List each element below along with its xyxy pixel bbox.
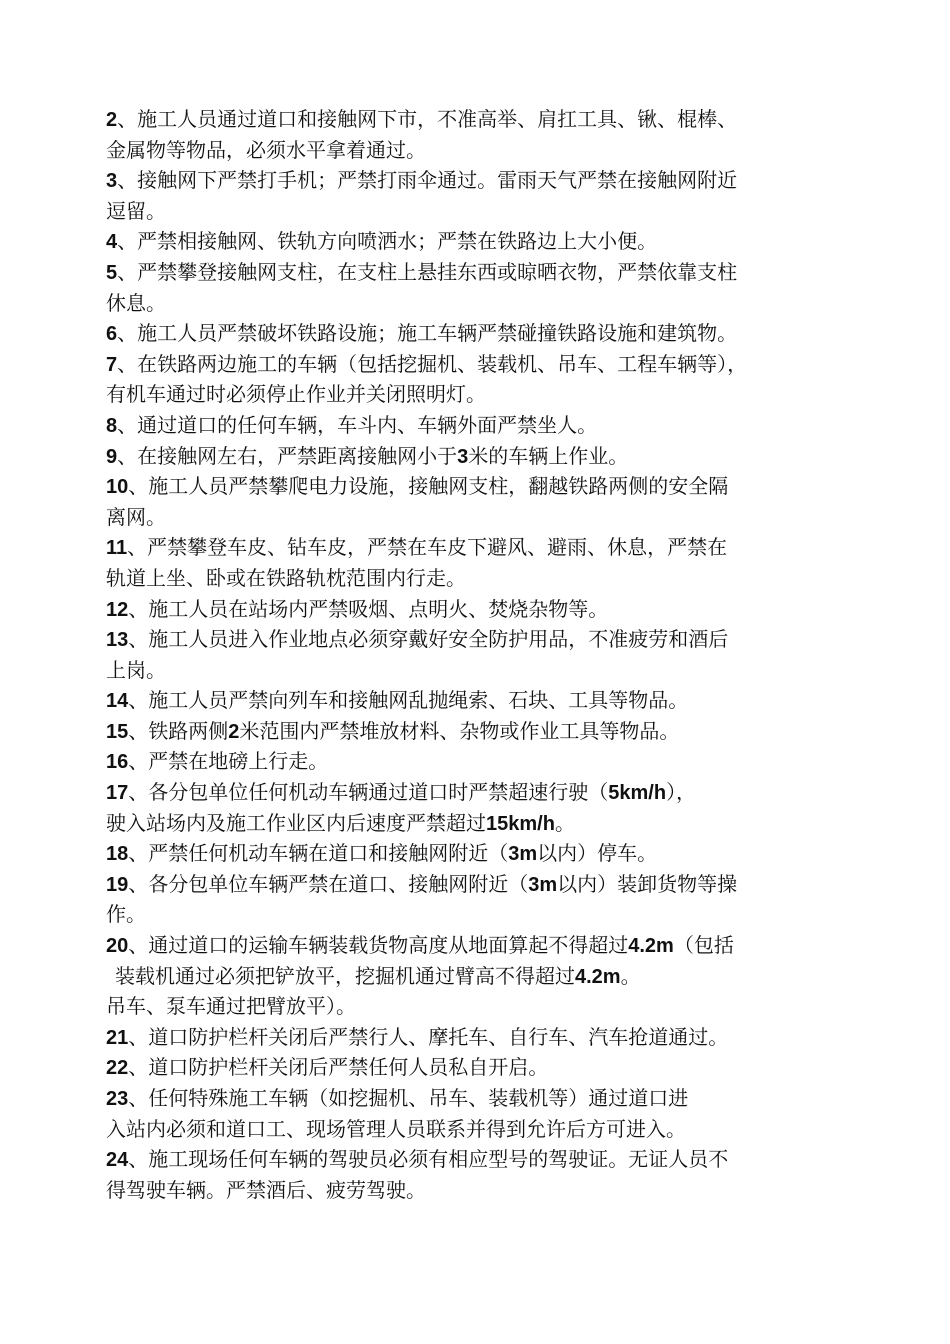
rule-3-line-2 [106, 196, 856, 227]
rule-18-line-1 [106, 838, 856, 869]
rule-number: 15 [106, 720, 129, 743]
rule-11-line-1 [106, 532, 856, 563]
rule-6-line-1 [106, 318, 856, 349]
rule-23-line-2 [106, 1114, 856, 1145]
rule-number: 7 [106, 353, 118, 376]
rule-text: 、施工人员通过道口和接触网下市，不准高举、肩扛工具、锹、棍棒、 [117, 107, 738, 131]
rule-text: 、道口防护栏杆关闭后严禁任何人员私自开启。 [128, 1055, 549, 1080]
rule-number: 6 [106, 323, 118, 346]
rule-text: 、严禁相接触网、铁轨方向喷洒水；严禁在铁路边上大小便。 [117, 229, 658, 254]
rule-19-line-2 [106, 899, 856, 930]
rule-number: 9 [106, 445, 118, 468]
rule-text: 、严禁在地磅上行走。 [128, 749, 329, 774]
rule-2-line-1 [106, 104, 856, 135]
rule-number: 2 [106, 109, 118, 131]
rule-23-line-1 [106, 1083, 856, 1114]
rule-text: 以内）停车。 [537, 841, 658, 866]
rule-13-line-2 [106, 655, 856, 686]
rule-text: 、施工人员进入作业地点必须穿戴好安全防护用品，不准疲劳和酒后 [128, 627, 729, 652]
rule-text: 、通过道口的运输车辆装载货物高度从地面算起不得超过 [128, 933, 629, 958]
rule-text: 、施工人员在站场内严禁吸烟、点明火、焚烧杂物等。 [128, 596, 609, 621]
rule-text: 。 [554, 810, 575, 835]
rule-text: 、严禁任何机动车辆在道口和接触网附近（ [128, 841, 509, 866]
rule-21-line-1 [106, 1022, 856, 1053]
rule-text: 、在接触网左右，严禁距离接触网小于 [117, 443, 458, 468]
rule-number: 3 [106, 170, 118, 193]
rule-text: 米范围内严禁堆放材料、杂物或作业工具等物品。 [239, 718, 680, 743]
rule-16-line-1 [106, 746, 856, 777]
rule-7-line-1 [106, 349, 856, 380]
rule-number: 11 [106, 537, 128, 560]
rule-text: 吊车、泵车通过把臂放平）。 [106, 994, 356, 1019]
distance-value: 3m [528, 873, 558, 896]
distance-value: 2 [228, 720, 240, 743]
rule-text: 金属物等物品，必须水平拿着通过。 [106, 137, 426, 162]
rule-text: 、施工人员严禁向列车和接触网乱抛绳索、石块、工具等物品。 [128, 688, 689, 713]
distance-value: 3m [508, 843, 538, 866]
rule-number: 4 [106, 231, 118, 254]
rule-10-line-1 [106, 471, 856, 502]
rule-2-line-2 [106, 135, 856, 166]
rule-17-line-2 [106, 808, 856, 839]
rule-text: （包括 [673, 933, 734, 958]
rule-13-line-1 [106, 624, 856, 655]
rule-text: 、严禁攀登车皮、钻车皮，严禁在车皮下避风、避雨、休息，严禁在 [127, 535, 728, 560]
rule-text: 作。 [106, 902, 146, 927]
rule-20-line-2 [106, 961, 856, 992]
rule-number: 23 [106, 1088, 129, 1110]
rule-text: 以内）装卸货物等操 [557, 871, 738, 896]
rule-text: 逗留。 [106, 198, 166, 223]
rule-14-line-1 [106, 685, 856, 716]
rule-12-line-1 [106, 594, 856, 625]
rule-text: 得驾驶车辆。严禁酒后、疲劳驾驶。 [106, 1177, 426, 1202]
rule-number: 5 [106, 261, 118, 284]
rule-text: 、通过道口的任何车辆，车斗内、车辆外面严禁坐人。 [117, 412, 598, 437]
rule-text: 、接触网下严禁打手机；严禁打雨伞通过。雷雨天气严禁在接触网附近 [117, 168, 738, 193]
rule-number: 17 [106, 782, 129, 805]
rule-5-line-2 [106, 288, 856, 319]
rule-text: 、道口防护栏杆关闭后严禁行人、摩托车、自行车、汽车抢道通过。 [128, 1024, 729, 1049]
rule-24-line-1 [106, 1144, 856, 1175]
rule-text: 、在铁路两边施工的车辆（包括挖掘机、装载机、吊车、工程车辆等）， [117, 351, 748, 376]
rule-5-line-1 [106, 257, 856, 288]
rule-text: 上岗。 [106, 657, 166, 682]
speed-value: 15km/h [486, 812, 555, 835]
rule-text: ）， [666, 780, 697, 805]
rule-number: 18 [106, 843, 129, 866]
rule-number: 16 [106, 751, 129, 774]
rule-number: 19 [106, 873, 129, 896]
rule-number: 8 [106, 414, 118, 437]
rule-text: 驶入站场内及施工作业区内后速度严禁超过 [106, 810, 486, 835]
rule-text: 、严禁攀登接触网支柱，在支柱上悬挂东西或晾晒衣物，严禁依靠支柱 [117, 259, 738, 284]
rule-text: 。 [620, 963, 641, 988]
rule-text: 入站内必须和道口工、现场管理人员联系并得到允许后方可进入。 [106, 1116, 686, 1141]
rule-number: 13 [106, 629, 129, 652]
rule-text: 装载机通过必须把铲放平，挖掘机通过臂高不得超过 [115, 963, 575, 988]
rule-11-line-2 [106, 563, 856, 594]
rule-number: 24 [106, 1149, 129, 1172]
rule-number: 21 [106, 1026, 129, 1049]
height-value: 4.2m [575, 965, 621, 988]
rule-7-line-2 [106, 379, 856, 410]
rule-number: 22 [106, 1057, 129, 1080]
speed-value: 5km/h [608, 782, 667, 805]
rule-20-line-1 [106, 930, 856, 961]
rule-text: 米的车辆上作业。 [468, 443, 629, 468]
rule-19-line-1 [106, 869, 856, 900]
rule-15-line-1 [106, 716, 856, 747]
rule-text: 休息。 [106, 290, 166, 315]
rule-3-line-1 [106, 165, 856, 196]
rule-text: 、各分包单位任何机动车辆通过道口时严禁超速行驶（ [128, 780, 609, 805]
distance-value: 3 [457, 445, 469, 468]
height-value: 4.2m [628, 935, 674, 958]
rule-9-line-1 [106, 441, 856, 472]
rule-text: 、施工人员严禁破坏铁路设施；施工车辆严禁碰撞铁路设施和建筑物。 [117, 321, 738, 346]
rule-22-line-1 [106, 1052, 856, 1083]
rule-text: 、施工人员严禁攀爬电力设施，接触网支柱，翻越铁路两侧的安全隔 [128, 474, 729, 499]
rule-text: 轨道上坐、卧或在铁路轨枕范围内行走。 [106, 565, 466, 590]
rule-number: 10 [106, 476, 129, 499]
rule-text: 、施工现场任何车辆的驾驶员必须有相应型号的驾驶证。无证人员不 [128, 1147, 729, 1172]
rule-8-line-1 [106, 410, 856, 441]
rule-24-line-2 [106, 1175, 856, 1206]
rule-number: 12 [106, 598, 129, 621]
rule-10-line-2 [106, 502, 856, 533]
rule-text: 有机车通过时必须停止作业并关闭照明灯。 [106, 382, 486, 407]
rule-text: 、铁路两侧 [128, 718, 229, 743]
rule-17-line-1 [106, 777, 856, 808]
rule-20-line-3 [106, 991, 856, 1022]
rule-text: 离网。 [106, 504, 166, 529]
rule-number: 14 [106, 690, 129, 713]
rule-text: 、任何特殊施工车辆（如挖掘机、吊车、装载机等）通过道口进 [128, 1086, 689, 1110]
rule-number: 20 [106, 935, 129, 958]
rule-text: 、各分包单位车辆严禁在道口、接触网附近（ [128, 871, 529, 896]
rules-list [106, 104, 856, 1205]
rule-4-line-1 [106, 226, 856, 257]
